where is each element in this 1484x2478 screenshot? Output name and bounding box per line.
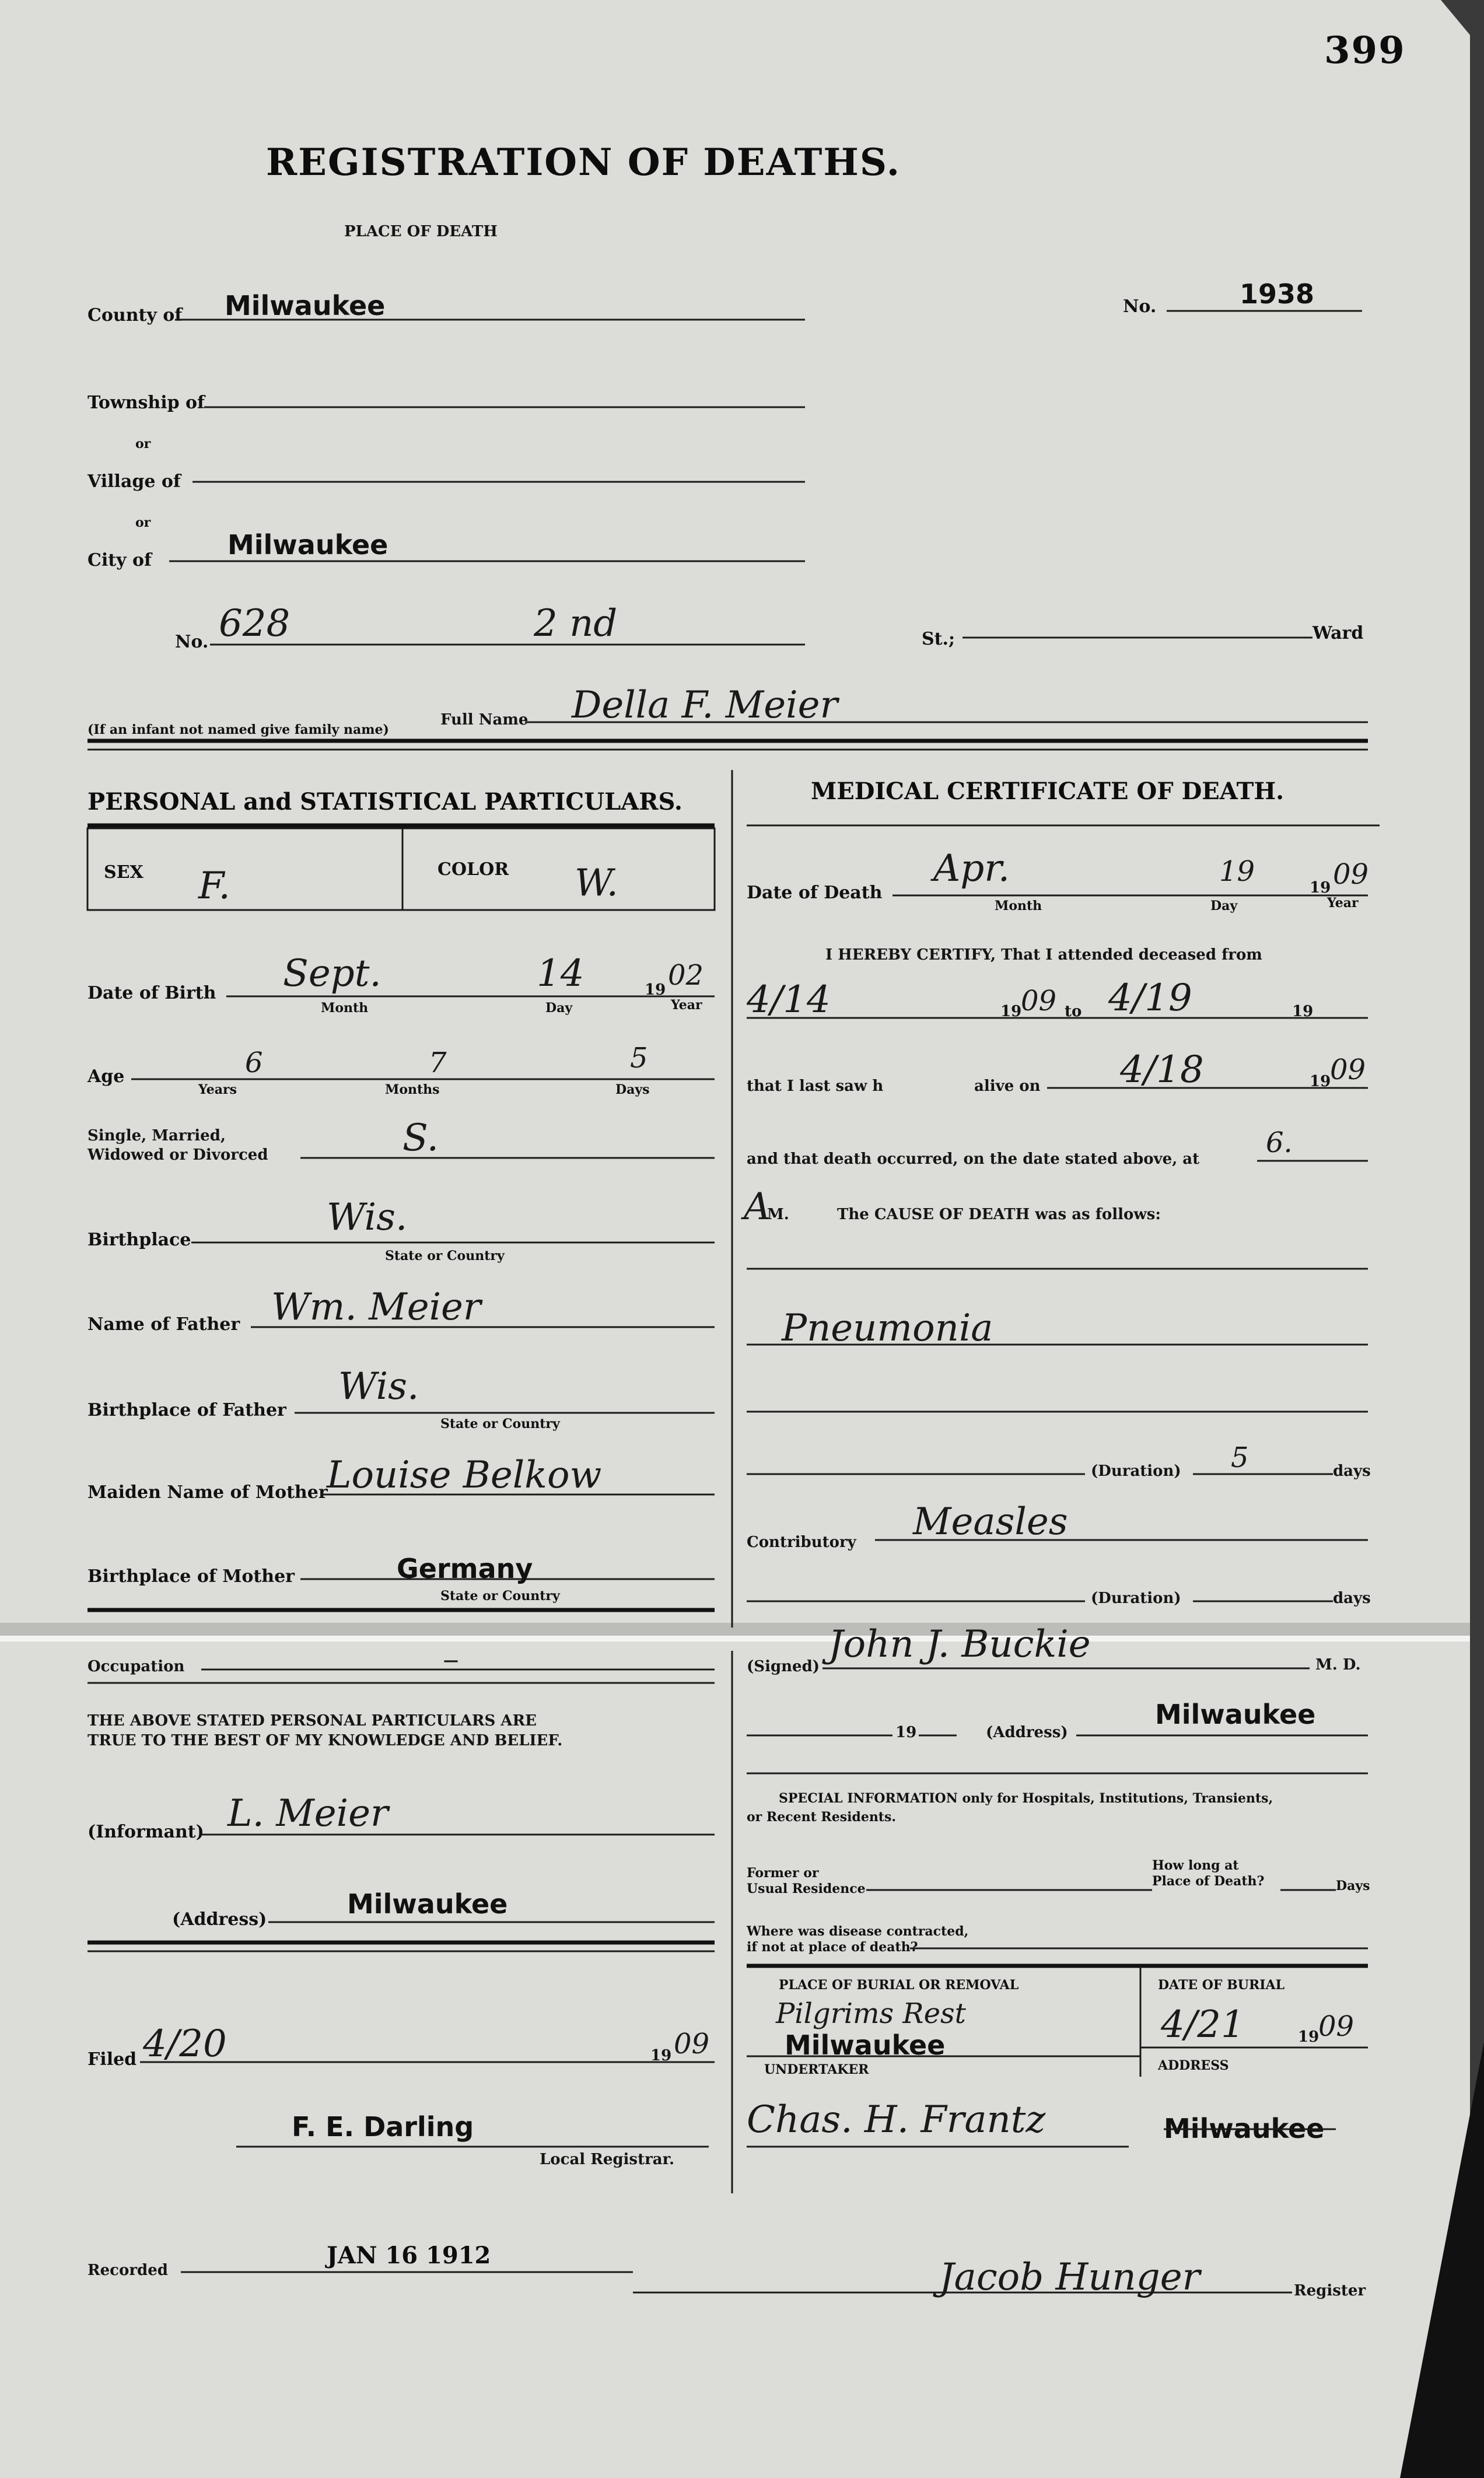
register-signature: Jacob Hunger	[939, 2256, 1200, 2299]
attended-from-year-prefix: 19	[1000, 1003, 1022, 1020]
age-label: Age	[88, 1066, 125, 1087]
ward-label: Ward	[1312, 623, 1364, 643]
or-label-2: or	[135, 515, 151, 530]
m-label: M.	[767, 1206, 789, 1223]
undertaker-address-label: ADDRESS	[1158, 2058, 1229, 2073]
how-long-label1: How long at	[1152, 1858, 1239, 1873]
age-days-caption: Days	[615, 1082, 650, 1097]
filed-value: 4/20	[143, 2022, 227, 2066]
dod-day-caption: Day	[1210, 898, 1238, 914]
color-label: COLOR	[438, 859, 509, 880]
contributory-value: Measles	[913, 1500, 1068, 1544]
signed-label: (Signed)	[747, 1658, 820, 1675]
personal-heading: PERSONAL and STATISTICAL PARTICULARS.	[88, 788, 682, 816]
ampm-value: A	[744, 1185, 771, 1228]
declaration-line1: THE ABOVE STATED PERSONAL PARTICULARS ARE	[88, 1712, 537, 1730]
attended-to: 4/19	[1108, 977, 1192, 1020]
date-burial-value: 4/21	[1161, 2003, 1245, 2046]
village-label: Village of	[88, 471, 181, 492]
last-saw-value: 4/18	[1120, 1048, 1204, 1091]
how-long-label2: Place of Death?	[1152, 1874, 1265, 1889]
occurred-label: and that death occurred, on the date stated above, at	[747, 1150, 1200, 1168]
father-birthplace-value: Wis.	[338, 1365, 419, 1408]
informant-value: L. Meier	[228, 1792, 388, 1835]
time-value: 6.	[1266, 1126, 1293, 1159]
dod-label: Date of Death	[747, 883, 883, 903]
date-burial-year: 09	[1318, 2010, 1354, 2043]
mother-birthplace-label: Birthplace of Mother	[88, 1566, 295, 1587]
signed-address-label: (Address)	[986, 1724, 1068, 1741]
dod-month-caption: Month	[995, 898, 1042, 914]
last-saw-label: that I last saw h	[747, 1077, 884, 1095]
city-value: Milwaukee	[228, 529, 388, 561]
sex-value: F.	[198, 864, 230, 908]
last-saw-year-prefix: 19	[1310, 1073, 1331, 1090]
former-residence-label2: Usual Residence	[747, 1881, 866, 1896]
street-no-value: 628	[219, 602, 290, 645]
medical-heading: MEDICAL CERTIFICATE OF DEATH.	[811, 778, 1284, 805]
age-months-caption: Months	[385, 1082, 440, 1097]
street-no-label: No.	[175, 632, 209, 652]
infant-note: (If an infant not named give family name)	[88, 722, 389, 737]
contracted-label1: Where was disease contracted,	[747, 1924, 969, 1939]
full-name-value: Della F. Meier	[572, 684, 838, 727]
cause-value: Pneumonia	[782, 1307, 993, 1350]
dob-year-caption: Year	[671, 998, 702, 1013]
color-value: W.	[575, 862, 618, 905]
undertaker-value: Chas. H. Frantz	[747, 2098, 1046, 2141]
dod-year-prefix: 19	[1310, 879, 1331, 897]
recorded-value: JAN 16 1912	[327, 2242, 491, 2269]
signed-address-value: Milwaukee	[1155, 1699, 1316, 1730]
dob-month: Sept.	[283, 952, 382, 995]
dob-day: 14	[537, 952, 584, 995]
age-years: 6	[245, 1046, 263, 1079]
signed-year-prefix: 19	[895, 1724, 917, 1741]
signed-value: John J. Buckie	[828, 1623, 1091, 1666]
occupation-value: —	[443, 1652, 459, 1670]
certify-text: I HEREBY CERTIFY, That I attended deceased from	[825, 946, 1262, 964]
dob-month-caption: Month	[321, 1000, 369, 1016]
alive-on-label: alive on	[974, 1077, 1041, 1095]
record-no-value: 1938	[1240, 278, 1315, 310]
burial-place-value: Pilgrims Rest	[776, 1997, 966, 2030]
street-ward-value: 2 nd	[534, 602, 618, 645]
age-months: 7	[429, 1046, 447, 1079]
filed-year-prefix: 19	[650, 2047, 672, 2064]
undertaker-label: UNDERTAKER	[764, 2062, 869, 2077]
occupation-label: Occupation	[88, 1658, 185, 1675]
last-saw-year: 09	[1330, 1054, 1366, 1086]
mother-birthplace-value: Germany	[397, 1553, 533, 1584]
sex-label: SEX	[104, 862, 144, 883]
or-label-1: or	[135, 436, 151, 452]
informant-address-label: (Address)	[172, 1909, 267, 1930]
mother-label: Maiden Name of Mother	[88, 1482, 328, 1503]
informant-address-value: Milwaukee	[347, 1888, 508, 1920]
city-label: City of	[88, 550, 152, 570]
dob-year-prefix: 19	[645, 981, 666, 999]
dod-year: 09	[1333, 858, 1369, 891]
dod-year-caption: Year	[1327, 895, 1359, 911]
undertaker-address-value: Milwaukee	[1164, 2113, 1325, 2144]
dod-day: 19	[1219, 855, 1255, 888]
declaration-line2: TRUE TO THE BEST OF MY KNOWLEDGE AND BELIEF.	[88, 1732, 563, 1749]
fold-line-shadow	[0, 1623, 1470, 1636]
attended-from: 4/14	[747, 978, 831, 1021]
father-label: Name of Father	[88, 1314, 240, 1335]
recorded-label: Recorded	[88, 2262, 168, 2279]
marital-value: S.	[402, 1116, 439, 1160]
duration-label: (Duration)	[1091, 1462, 1181, 1480]
full-name-label: Full Name	[440, 711, 528, 729]
father-birthplace-label: Birthplace of Father	[88, 1400, 286, 1420]
attended-from-year: 09	[1021, 985, 1057, 1017]
dod-month: Apr.	[933, 847, 1010, 890]
township-label: Township of	[88, 393, 205, 413]
dob-day-caption: Day	[545, 1000, 573, 1016]
registrar-label: Local Registrar.	[540, 2151, 674, 2168]
birthplace-value: Wis.	[327, 1196, 408, 1239]
former-residence-label1: Former or	[747, 1866, 819, 1881]
fold-line-bright	[0, 1636, 1470, 1642]
attended-to-label: to	[1065, 1003, 1082, 1020]
how-long-days-label: Days	[1336, 1878, 1370, 1894]
page-number: 399	[1324, 29, 1406, 72]
marital-label-line2: Widowed or Divorced	[88, 1146, 268, 1164]
father-birthplace-caption: State or Country	[440, 1416, 560, 1432]
burial-city-value: Milwaukee	[785, 2029, 946, 2061]
attended-to-year-prefix: 19	[1292, 1003, 1314, 1020]
date-burial-year-prefix: 19	[1298, 2028, 1320, 2046]
form-title: REGISTRATION OF DEATHS.	[265, 141, 901, 184]
mother-birthplace-caption: State or Country	[440, 1588, 560, 1604]
duration2-days-label: days	[1333, 1590, 1371, 1607]
dob-label: Date of Birth	[88, 983, 216, 1003]
age-days: 5	[630, 1042, 648, 1074]
duration2-label: (Duration)	[1091, 1590, 1181, 1607]
contracted-label2: if not at place of death?	[747, 1940, 918, 1955]
burial-place-label: PLACE OF BURIAL OR REMOVAL	[779, 1978, 1019, 1993]
contributory-label: Contributory	[747, 1534, 856, 1551]
record-no-label: No.	[1123, 296, 1157, 317]
dob-year: 02	[668, 959, 704, 992]
mother-value: Louise Belkow	[327, 1454, 602, 1497]
marital-label-line1: Single, Married,	[88, 1127, 226, 1144]
md-label: M. D.	[1315, 1656, 1361, 1674]
birthplace-label: Birthplace	[88, 1230, 191, 1250]
date-burial-label: DATE OF BURIAL	[1158, 1978, 1285, 1993]
duration-value: 5	[1231, 1441, 1249, 1474]
county-label: County of	[88, 305, 183, 326]
filed-label: Filed	[88, 2049, 137, 2070]
place-of-death-heading: PLACE OF DEATH	[344, 223, 498, 240]
county-value: Milwaukee	[225, 290, 386, 321]
special-info-line2: or Recent Residents.	[747, 1810, 897, 1825]
register-label: Register	[1294, 2282, 1366, 2300]
special-info-line1: SPECIAL INFORMATION only for Hospitals, Institutions, Transients,	[779, 1791, 1273, 1806]
filed-year: 09	[674, 2028, 710, 2060]
informant-label: (Informant)	[88, 1822, 204, 1842]
cause-label: The CAUSE OF DEATH was as follows:	[837, 1206, 1161, 1223]
registrar-value: F. E. Darling	[292, 2111, 474, 2143]
birthplace-caption: State or Country	[385, 1248, 505, 1264]
duration-days-label: days	[1333, 1462, 1371, 1480]
street-label: St.;	[922, 629, 956, 649]
age-years-caption: Years	[198, 1082, 237, 1097]
father-value: Wm. Meier	[271, 1286, 481, 1329]
